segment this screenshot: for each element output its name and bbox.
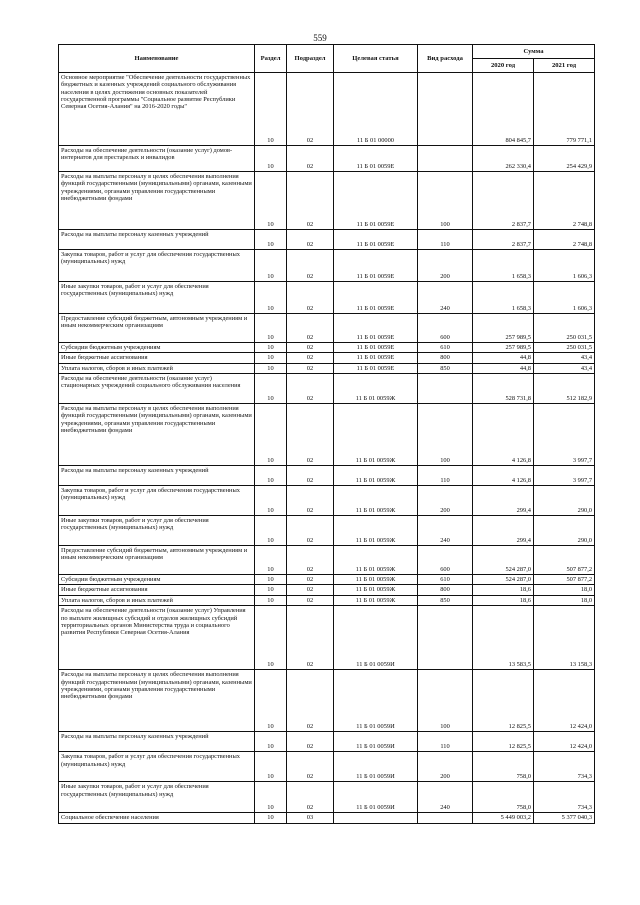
cell-2021: 2 748,8 (534, 172, 595, 230)
cell-name: Расходы на обеспечение деятельности (оказание услуг) домов-интернатов для престарелых и инвалидов (59, 146, 255, 172)
cell-2021: 5 377 040,3 (534, 813, 595, 823)
table-row (59, 343, 595, 353)
table-row (59, 314, 595, 343)
cell-section: 10 (255, 250, 287, 282)
cell-target: 11 Б 01 0059И (334, 752, 418, 782)
cell-expense-type: 100 (418, 670, 473, 732)
table-row (59, 670, 595, 732)
cell-subsection: 02 (287, 670, 334, 732)
cell-2021: 507 877,2 (534, 575, 595, 585)
cell-2021: 734,3 (534, 782, 595, 813)
cell-subsection: 02 (287, 146, 334, 172)
cell-expense-type: 110 (418, 732, 473, 752)
cell-2021: 12 424,0 (534, 732, 595, 752)
cell-target: 11 Б 01 0059Е (334, 146, 418, 172)
cell-2020: 524 287,0 (473, 546, 534, 575)
cell-subsection: 02 (287, 585, 334, 595)
cell-target: 11 Б 01 0059Е (334, 314, 418, 343)
cell-2021: 250 031,5 (534, 314, 595, 343)
cell-section: 10 (255, 670, 287, 732)
budget-table (58, 44, 595, 824)
cell-section: 10 (255, 73, 287, 146)
cell-name: Субсидии бюджетным учреждениям (59, 343, 255, 353)
table-row (59, 732, 595, 752)
cell-target: 11 Б 01 00000 (334, 73, 418, 146)
cell-2021: 254 429,9 (534, 146, 595, 172)
cell-name: Закупка товаров, работ и услуг для обеспечения государственных (муниципальных) нужд (59, 486, 255, 516)
header-section: Раздел (255, 45, 287, 73)
cell-subsection: 02 (287, 374, 334, 404)
cell-expense-type (418, 813, 473, 823)
table-row (59, 575, 595, 585)
cell-name: Расходы на выплаты персоналу казенных учреждений (59, 230, 255, 250)
cell-target: 11 Б 01 0059Ж (334, 595, 418, 605)
cell-name: Предоставление субсидий бюджетным, автономным учреждениям и иным некоммерческим организациям (59, 314, 255, 343)
cell-target (334, 813, 418, 823)
cell-name: Иные закупки товаров, работ и услуг для обеспечения государственных (муниципальных) нужд (59, 782, 255, 813)
cell-2020: 18,6 (473, 585, 534, 595)
cell-expense-type: 800 (418, 585, 473, 595)
cell-section: 10 (255, 146, 287, 172)
cell-subsection: 02 (287, 353, 334, 363)
table-row (59, 230, 595, 250)
header-subsection: Подраздел (287, 45, 334, 73)
cell-subsection: 02 (287, 732, 334, 752)
cell-expense-type: 600 (418, 546, 473, 575)
cell-expense-type (418, 146, 473, 172)
table-row (59, 813, 595, 823)
table-row (59, 595, 595, 605)
table-row (59, 585, 595, 595)
cell-section: 10 (255, 813, 287, 823)
cell-name: Закупка товаров, работ и услуг для обеспечения государственных (муниципальных) нужд (59, 250, 255, 282)
table-row (59, 73, 595, 146)
header-2021: 2021 год (534, 59, 595, 73)
table-row (59, 250, 595, 282)
cell-name: Закупка товаров, работ и услуг для обеспечения государственных (муниципальных) нужд (59, 752, 255, 782)
cell-name: Иные закупки товаров, работ и услуг для обеспечения государственных (муниципальных) нужд (59, 282, 255, 314)
cell-subsection: 02 (287, 595, 334, 605)
cell-section: 10 (255, 404, 287, 466)
cell-section: 10 (255, 343, 287, 353)
cell-name: Расходы на выплаты персоналу в целях обеспечения выполнения функций государственными (муниципальными) органами, казенными учреждениями, органами управления государственными внебюджетными фондами (59, 670, 255, 732)
cell-2020: 2 837,7 (473, 230, 534, 250)
cell-target: 11 Б 01 0059Ж (334, 404, 418, 466)
cell-2021: 507 877,2 (534, 546, 595, 575)
table-body (59, 73, 595, 824)
cell-expense-type: 240 (418, 282, 473, 314)
cell-2021: 734,3 (534, 752, 595, 782)
cell-target: 11 Б 01 0059Е (334, 172, 418, 230)
cell-section: 10 (255, 172, 287, 230)
cell-section: 10 (255, 374, 287, 404)
cell-name: Расходы на обеспечение деятельности (оказание услуг) стационарных учреждений социального обслуживания населения (59, 374, 255, 404)
cell-expense-type: 850 (418, 363, 473, 373)
cell-2021: 250 031,5 (534, 343, 595, 353)
cell-expense-type (418, 606, 473, 670)
cell-expense-type: 800 (418, 353, 473, 363)
cell-target: 11 Б 01 0059Е (334, 250, 418, 282)
cell-name: Социальное обеспечение населения (59, 813, 255, 823)
cell-section: 10 (255, 516, 287, 546)
cell-section: 10 (255, 282, 287, 314)
cell-expense-type: 200 (418, 250, 473, 282)
cell-name: Расходы на выплаты персоналу в целях обеспечения выполнения функций государственными (муниципальными) органами, казенными учреждениями, органами управления государственными внебюджетными фондами (59, 172, 255, 230)
cell-target: 11 Б 01 0059И (334, 606, 418, 670)
cell-name: Предоставление субсидий бюджетным, автономным учреждениям и иным некоммерческим организациям (59, 546, 255, 575)
table-header (59, 45, 595, 73)
cell-2021: 1 606,3 (534, 282, 595, 314)
cell-target: 11 Б 01 0059Ж (334, 575, 418, 585)
header-name: Наименование (59, 45, 255, 73)
cell-expense-type: 200 (418, 486, 473, 516)
cell-2021: 290,0 (534, 486, 595, 516)
cell-section: 10 (255, 585, 287, 595)
cell-2021: 43,4 (534, 363, 595, 373)
cell-2020: 5 449 003,2 (473, 813, 534, 823)
cell-target: 11 Б 01 0059Е (334, 343, 418, 353)
table-row (59, 546, 595, 575)
page-number: 559 (313, 33, 327, 43)
cell-target: 11 Б 01 0059Ж (334, 374, 418, 404)
table-row (59, 752, 595, 782)
cell-target: 11 Б 01 0059Ж (334, 585, 418, 595)
cell-expense-type: 240 (418, 516, 473, 546)
cell-expense-type: 610 (418, 343, 473, 353)
cell-section: 10 (255, 732, 287, 752)
cell-2020: 13 583,5 (473, 606, 534, 670)
cell-2021: 3 997,7 (534, 466, 595, 486)
cell-2021: 290,0 (534, 516, 595, 546)
cell-target: 11 Б 01 0059Е (334, 363, 418, 373)
cell-2020: 758,0 (473, 782, 534, 813)
cell-subsection: 02 (287, 343, 334, 353)
table-row (59, 516, 595, 546)
cell-2021: 779 771,1 (534, 73, 595, 146)
cell-expense-type: 200 (418, 752, 473, 782)
cell-2020: 12 825,5 (473, 732, 534, 752)
cell-name: Расходы на выплаты персоналу казенных учреждений (59, 466, 255, 486)
cell-subsection: 02 (287, 466, 334, 486)
cell-subsection: 02 (287, 516, 334, 546)
cell-subsection: 02 (287, 314, 334, 343)
cell-2020: 4 126,8 (473, 404, 534, 466)
table-row (59, 466, 595, 486)
cell-2020: 528 731,8 (473, 374, 534, 404)
cell-subsection: 02 (287, 486, 334, 516)
cell-2021: 18,0 (534, 585, 595, 595)
cell-subsection: 02 (287, 782, 334, 813)
cell-expense-type (418, 73, 473, 146)
table-row (59, 782, 595, 813)
cell-2020: 299,4 (473, 486, 534, 516)
table-row (59, 374, 595, 404)
cell-2021: 18,0 (534, 595, 595, 605)
cell-expense-type: 850 (418, 595, 473, 605)
cell-expense-type: 600 (418, 314, 473, 343)
cell-target: 11 Б 01 0059И (334, 670, 418, 732)
cell-section: 10 (255, 606, 287, 670)
cell-target: 11 Б 01 0059Ж (334, 466, 418, 486)
cell-2020: 524 287,0 (473, 575, 534, 585)
cell-2020: 804 845,7 (473, 73, 534, 146)
cell-subsection: 02 (287, 230, 334, 250)
cell-name: Расходы на выплаты персоналу казенных учреждений (59, 732, 255, 752)
cell-expense-type: 610 (418, 575, 473, 585)
cell-target: 11 Б 01 0059Е (334, 282, 418, 314)
cell-target: 11 Б 01 0059И (334, 782, 418, 813)
cell-2020: 44,8 (473, 353, 534, 363)
cell-subsection: 02 (287, 404, 334, 466)
cell-2020: 1 658,3 (473, 282, 534, 314)
cell-subsection: 02 (287, 172, 334, 230)
header-2020: 2020 год (473, 59, 534, 73)
cell-subsection: 02 (287, 606, 334, 670)
cell-2020: 1 658,3 (473, 250, 534, 282)
cell-target: 11 Б 01 0059Е (334, 230, 418, 250)
cell-expense-type: 100 (418, 404, 473, 466)
cell-expense-type: 100 (418, 172, 473, 230)
table-row (59, 606, 595, 670)
cell-2020: 4 126,8 (473, 466, 534, 486)
cell-subsection: 02 (287, 250, 334, 282)
cell-target: 11 Б 01 0059Ж (334, 516, 418, 546)
cell-subsection: 02 (287, 546, 334, 575)
cell-section: 10 (255, 230, 287, 250)
cell-expense-type (418, 374, 473, 404)
cell-section: 10 (255, 595, 287, 605)
table-row (59, 486, 595, 516)
cell-subsection: 03 (287, 813, 334, 823)
cell-section: 10 (255, 314, 287, 343)
cell-section: 10 (255, 466, 287, 486)
cell-subsection: 02 (287, 363, 334, 373)
cell-section: 10 (255, 486, 287, 516)
cell-2021: 3 997,7 (534, 404, 595, 466)
cell-target: 11 Б 01 0059Ж (334, 546, 418, 575)
cell-2021: 12 424,0 (534, 670, 595, 732)
header-sum: Сумма (473, 45, 595, 59)
cell-section: 10 (255, 752, 287, 782)
table-row (59, 146, 595, 172)
cell-name: Основное мероприятие "Обеспечение деятельности государственных бюджетных и казенных учреждений социального обслуживания населения в целях достижения основных показателей государственной программы "Социальное развитие Республики Северная Осетия-Алания" на 2016-2020 годы" (59, 73, 255, 146)
cell-2021: 13 158,3 (534, 606, 595, 670)
table-row (59, 172, 595, 230)
cell-subsection: 02 (287, 575, 334, 585)
cell-expense-type: 110 (418, 230, 473, 250)
table-row (59, 404, 595, 466)
cell-2020: 12 825,5 (473, 670, 534, 732)
cell-subsection: 02 (287, 282, 334, 314)
cell-2021: 2 748,8 (534, 230, 595, 250)
cell-2021: 1 606,3 (534, 250, 595, 282)
table-row (59, 282, 595, 314)
cell-2020: 44,8 (473, 363, 534, 373)
cell-name: Иные бюджетные ассигнования (59, 585, 255, 595)
header-target: Целевая статья (334, 45, 418, 73)
cell-name: Уплата налогов, сборов и иных платежей (59, 363, 255, 373)
cell-section: 10 (255, 363, 287, 373)
cell-target: 11 Б 01 0059Е (334, 353, 418, 363)
cell-2020: 18,6 (473, 595, 534, 605)
cell-name: Расходы на выплаты персоналу в целях обеспечения выполнения функций государственными (муниципальными) органами, казенными учреждениями, органами управления государственными внебюджетными фондами (59, 404, 255, 466)
cell-2020: 257 989,5 (473, 314, 534, 343)
cell-section: 10 (255, 546, 287, 575)
cell-2020: 299,4 (473, 516, 534, 546)
cell-2020: 262 330,4 (473, 146, 534, 172)
cell-subsection: 02 (287, 73, 334, 146)
cell-2021: 512 182,9 (534, 374, 595, 404)
header-expense-type: Вид расхода (418, 45, 473, 73)
cell-2021: 43,4 (534, 353, 595, 363)
cell-subsection: 02 (287, 752, 334, 782)
cell-2020: 758,0 (473, 752, 534, 782)
cell-name: Расходы на обеспечение деятельности (оказание услуг) Управления по выплате жилищных субсидий и отделов жилищных субсидий территориальных органов Министерства труда и социального развития Республики Северная Осетия-Алания (59, 606, 255, 670)
cell-section: 10 (255, 575, 287, 585)
cell-expense-type: 110 (418, 466, 473, 486)
cell-target: 11 Б 01 0059Ж (334, 486, 418, 516)
cell-section: 10 (255, 782, 287, 813)
table-row (59, 363, 595, 373)
cell-name: Субсидии бюджетным учреждениям (59, 575, 255, 585)
cell-target: 11 Б 01 0059И (334, 732, 418, 752)
cell-2020: 257 989,5 (473, 343, 534, 353)
cell-expense-type: 240 (418, 782, 473, 813)
cell-name: Уплата налогов, сборов и иных платежей (59, 595, 255, 605)
cell-section: 10 (255, 353, 287, 363)
cell-name: Иные бюджетные ассигнования (59, 353, 255, 363)
cell-2020: 2 837,7 (473, 172, 534, 230)
cell-name: Иные закупки товаров, работ и услуг для обеспечения государственных (муниципальных) нужд (59, 516, 255, 546)
table-row (59, 353, 595, 363)
